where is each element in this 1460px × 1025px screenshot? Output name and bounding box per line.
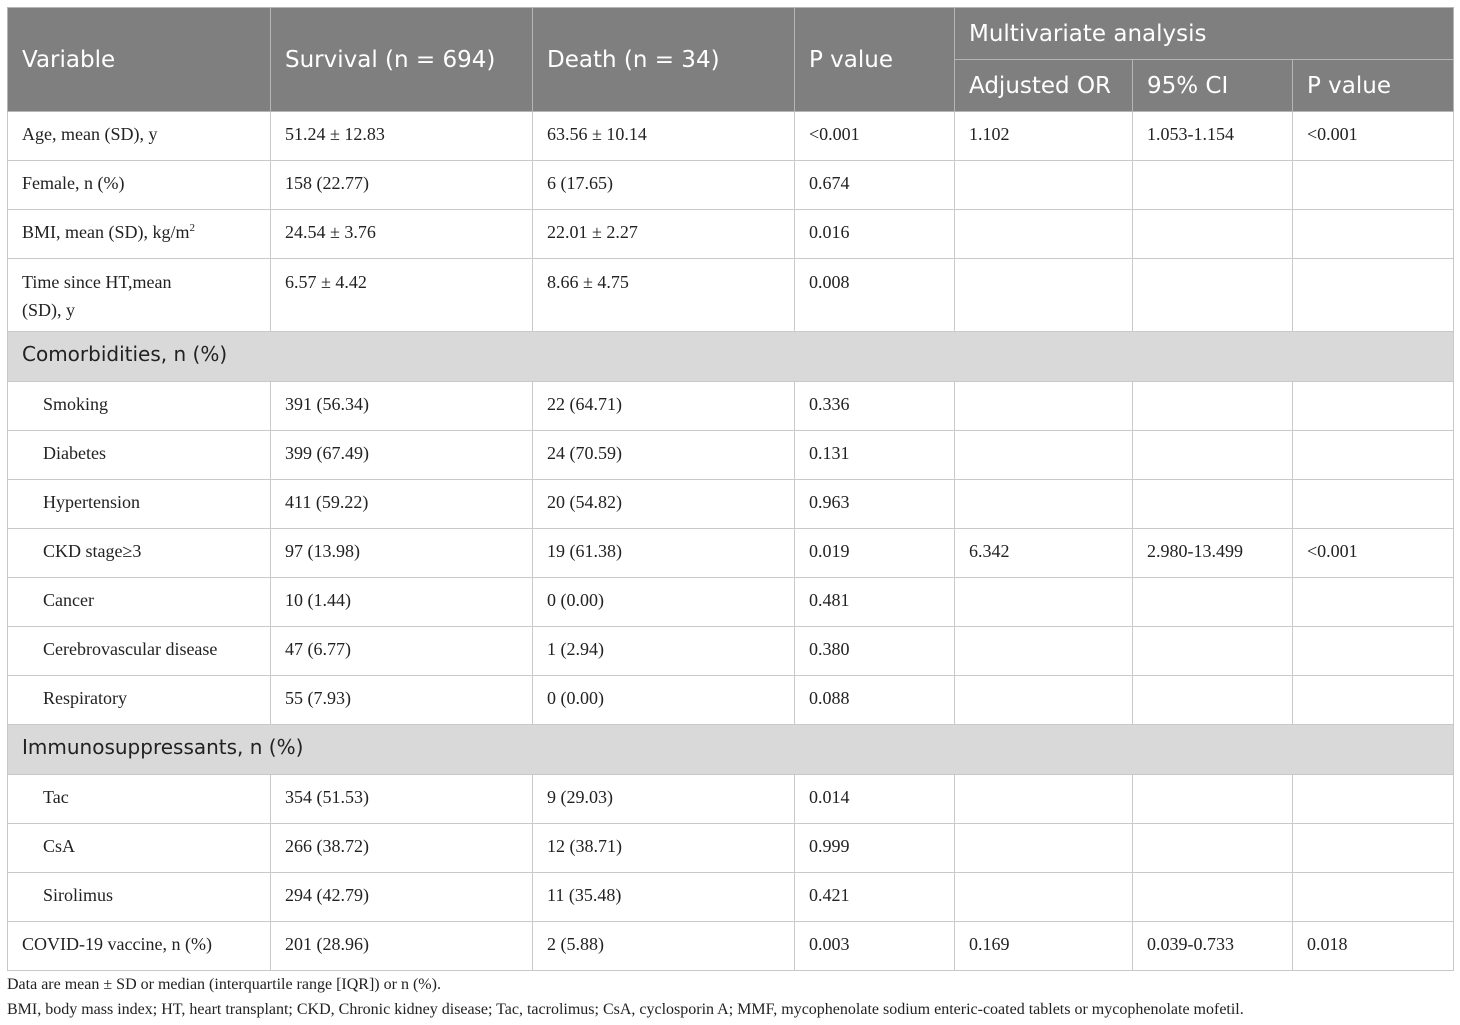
or-cell [955,676,1133,725]
death-cell: 2 (5.88) [533,922,795,971]
superscript: 2 [189,222,195,234]
ci-cell: 1.053-1.154 [1133,112,1293,161]
survival-cell: 201 (28.96) [271,922,533,971]
or-cell [955,873,1133,922]
row-label [8,210,271,259]
death-cell: 22.01 ± 2.27 [533,210,795,259]
p-cell: 0.131 [795,431,955,480]
row-label: CKD stage≥3 [8,529,271,578]
ci-cell [1133,480,1293,529]
p-cell: 0.481 [795,578,955,627]
survival-cell: 399 (67.49) [271,431,533,480]
death-cell: 11 (35.48) [533,873,795,922]
death-cell: 24 (70.59) [533,431,795,480]
header-p-value: P value [795,8,955,112]
survival-cell: 10 (1.44) [271,578,533,627]
death-cell: 6 (17.65) [533,161,795,210]
row-label: COVID-19 vaccine, n (%) [8,922,271,971]
header-ci: 95% CI [1133,60,1293,112]
survival-cell: 24.54 ± 3.76 [271,210,533,259]
ci-cell [1133,676,1293,725]
death-cell: 8.66 ± 4.75 [533,259,795,332]
p-cell: <0.001 [795,112,955,161]
mv-p-cell [1293,161,1454,210]
death-cell: 0 (0.00) [533,578,795,627]
p-cell: 0.999 [795,824,955,873]
header-adjusted-or: Adjusted OR [955,60,1133,112]
death-cell: 1 (2.94) [533,627,795,676]
row-label: Cerebrovascular disease [8,627,271,676]
mv-p-cell [1293,775,1454,824]
header-multivariate: Multivariate analysis [955,8,1454,60]
survival-cell: 158 (22.77) [271,161,533,210]
row-label: Tac [8,775,271,824]
ci-cell [1133,873,1293,922]
or-cell [955,480,1133,529]
ci-cell [1133,775,1293,824]
p-cell: 0.088 [795,676,955,725]
or-cell [955,259,1133,332]
table-row [8,210,1454,259]
or-cell: 6.342 [955,529,1133,578]
section-row-comorbidities [8,332,1454,382]
results-table [7,7,1454,971]
death-cell: 19 (61.38) [533,529,795,578]
row-label: Sirolimus [8,873,271,922]
p-cell: 0.008 [795,259,955,332]
survival-cell: 47 (6.77) [271,627,533,676]
section-title: Comorbidities, n (%) [8,332,1454,382]
ci-cell: 0.039-0.733 [1133,922,1293,971]
footnote-line: Data are mean ± SD or median (interquartile range [IQR]) or n (%). [7,976,441,993]
mv-p-cell [1293,480,1454,529]
row-label: Hypertension [8,480,271,529]
survival-cell: 51.24 ± 12.83 [271,112,533,161]
table-row [8,431,1454,480]
or-cell [955,210,1133,259]
table-row [8,922,1454,971]
death-cell: 22 (64.71) [533,382,795,431]
table-container [7,7,1453,971]
mv-p-cell: <0.001 [1293,112,1454,161]
table-row [8,676,1454,725]
p-cell: 0.421 [795,873,955,922]
header-p-value-mv: P value [1293,60,1454,112]
footnote-abbreviations: BMI, body mass index; HT, heart transplant; CKD, Chronic kidney disease; Tac, tacrolimus; CsA, cyclosporin A; MMF, mycophenolate sodium enteric-coated tablets or mycophenolate mofetil. [7,1001,1244,1018]
survival-cell: 6.57 ± 4.42 [271,259,533,332]
p-cell: 0.963 [795,480,955,529]
or-cell [955,775,1133,824]
mv-p-cell: 0.018 [1293,922,1454,971]
death-cell: 9 (29.03) [533,775,795,824]
p-cell: 0.003 [795,922,955,971]
p-cell: 0.336 [795,382,955,431]
or-cell [955,431,1133,480]
ci-cell [1133,161,1293,210]
or-cell [955,627,1133,676]
table-row [8,259,1454,332]
death-cell: 63.56 ± 10.14 [533,112,795,161]
ci-cell [1133,431,1293,480]
row-label-line2: (SD), y [22,300,75,320]
death-cell: 0 (0.00) [533,676,795,725]
row-label: Smoking [8,382,271,431]
ci-cell [1133,824,1293,873]
table-row [8,480,1454,529]
p-cell: 0.674 [795,161,955,210]
table-row [8,824,1454,873]
or-cell: 1.102 [955,112,1133,161]
row-label: Female, n (%) [8,161,271,210]
row-label: Cancer [8,578,271,627]
section-title: Immunosuppressants, n (%) [8,725,1454,775]
p-cell: 0.380 [795,627,955,676]
mv-p-cell [1293,578,1454,627]
p-cell: 0.019 [795,529,955,578]
mv-p-cell [1293,627,1454,676]
row-label: Respiratory [8,676,271,725]
header-death: Death (n = 34) [533,8,795,112]
or-cell [955,161,1133,210]
or-cell: 0.169 [955,922,1133,971]
survival-cell: 266 (38.72) [271,824,533,873]
survival-cell: 391 (56.34) [271,382,533,431]
mv-p-cell [1293,259,1454,332]
death-cell: 12 (38.71) [533,824,795,873]
or-cell [955,824,1133,873]
survival-cell: 55 (7.93) [271,676,533,725]
survival-cell: 294 (42.79) [271,873,533,922]
p-cell: 0.016 [795,210,955,259]
table-row [8,873,1454,922]
table-row [8,382,1454,431]
mv-p-cell [1293,824,1454,873]
or-cell [955,382,1133,431]
ci-cell [1133,210,1293,259]
row-label-line1: Time since HT,mean [22,272,172,292]
ci-cell [1133,259,1293,332]
ci-cell [1133,382,1293,431]
table-row [8,112,1454,161]
header-variable: Variable [8,8,271,112]
ci-cell [1133,578,1293,627]
table-row [8,578,1454,627]
row-label: Age, mean (SD), y [8,112,271,161]
row-label: CsA [8,824,271,873]
header-survival: Survival (n = 694) [271,8,533,112]
row-label-text: BMI, mean (SD), kg/m [22,222,190,242]
p-cell: 0.014 [795,775,955,824]
mv-p-cell: <0.001 [1293,529,1454,578]
mv-p-cell [1293,431,1454,480]
table-row [8,529,1454,578]
mv-p-cell [1293,210,1454,259]
death-cell: 20 (54.82) [533,480,795,529]
or-cell [955,578,1133,627]
mv-p-cell [1293,873,1454,922]
section-row-immunosuppressants [8,725,1454,775]
ci-cell: 2.980-13.499 [1133,529,1293,578]
survival-cell: 354 (51.53) [271,775,533,824]
survival-cell: 97 (13.98) [271,529,533,578]
row-label: Diabetes [8,431,271,480]
table-footnotes [7,972,1457,1022]
row-label [8,259,271,332]
ci-cell [1133,627,1293,676]
table-row [8,161,1454,210]
mv-p-cell [1293,676,1454,725]
mv-p-cell [1293,382,1454,431]
table-row [8,775,1454,824]
survival-cell: 411 (59.22) [271,480,533,529]
table-row [8,627,1454,676]
